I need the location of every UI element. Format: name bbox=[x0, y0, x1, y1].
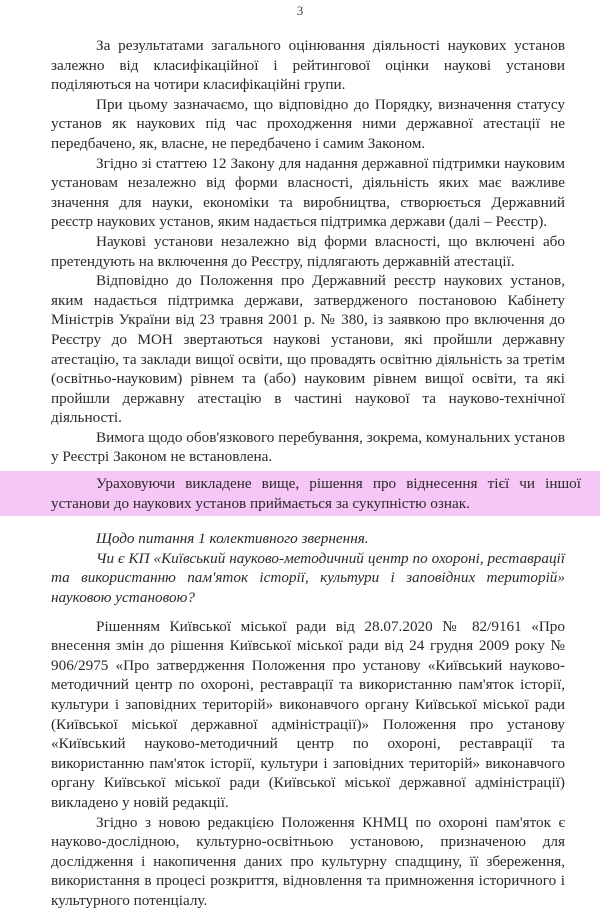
document-body bbox=[51, 36, 581, 911]
paragraph-communal-requirement: Вимога щодо обов'язкового перебування, зокрема, комунальних установ у Реєстрі Законом не встановлена. bbox=[51, 428, 565, 466]
paragraph-status-determination: При цьому зазначаємо, що відповідно до Порядку, визначення статусу установ як наукових під час проходження ними державної атестації не передбачено, як, власне, не передбачено і самим Законом. bbox=[51, 95, 565, 152]
question-heading: Щодо питання 1 колективного звернення. bbox=[96, 530, 369, 548]
paragraph-new-regulation: Згідно з новою редакцією Положення КНМЦ по охороні пам'яток є науково-дослідною, культурно-освітньою установою, призначеною для дослідження і накопичення даних про культурну спадщину, її збереження, використання в процесі розкриття, відновлення та примноження історичного і культурного потенціалу. bbox=[51, 813, 565, 909]
paragraph-classification-groups: За результатами загального оцінювання діяльності наукових установ залежно від класифікаційної і рейтингової оцінки наукові установи поділяються на чотири класифікаційні групи. bbox=[51, 37, 565, 94]
paragraph-registry-regulation: Відповідно до Положення про Державний реєстр наукових установ, яким надається підтримка держави, затвердженого постановою Кабінету Міністрів України від 23 травня 2001 р. № 380, із заявкою про включення до Реєстру до МОН звертаються наукові установи, які пройшли державну атестацію, та заклади вищої освіти, що провадять освітню діяльність за третім (освітньо-науковим) рівнем та (або) науковим рівнем вищої освіти, та які пройшли державну атестацію в частині наукової та науково-технічної діяльності. bbox=[51, 272, 565, 427]
spacer bbox=[51, 608, 565, 617]
highlighted-paragraph: Ураховуючи викладене вище, рішення про віднесення тієї чи іншої установи до наукових установ приймається за сукупністю ознак. bbox=[0, 471, 600, 516]
paragraph-state-registry: Згідно зі статтею 12 Закону для надання державної підтримки науковим установам незалежно від форми власності, діяльність яких має важливе значення для науки, економіки та виробництва, створюється Державний реєстр наукових установ, яким надається підтримка держави (далі – Реєстр). bbox=[51, 154, 565, 231]
paragraph-city-council-decision: Рішенням Київської міської ради від 28.07.2020 № 82/9161 «Про внесення змін до рішення Київської міської ради від 24 грудня 2009 року № 906/2975 «Про затвердження Положення про установу «Київський науково-методичний центр по охороні, реставрації та використанню пам'яток історії, культури і заповідних територій» виконавчого органу Київської міської ради (Київської міської державної адміністрації)» Положення про установу «Київський науково-методичний центр по охороні, реставрації та використанню пам'яток історії, культури і заповідних територій» виконавчого органу Київської міської ради (Київської міської державної адміністрації) викладено у новій редакції. bbox=[51, 617, 565, 811]
spacer bbox=[51, 520, 565, 529]
paragraph-attestation: Наукові установи незалежно від форми власності, що включені або претендують на включення до Реєстру, підлягають державній атестації. bbox=[51, 232, 565, 270]
page-number: 3 bbox=[296, 3, 304, 18]
question-text: Чи є КП «Київський науково-методичний центр по охороні, реставрації та використанню пам'яток історії, культури і заповідних територій» науковою установою? bbox=[51, 549, 565, 607]
